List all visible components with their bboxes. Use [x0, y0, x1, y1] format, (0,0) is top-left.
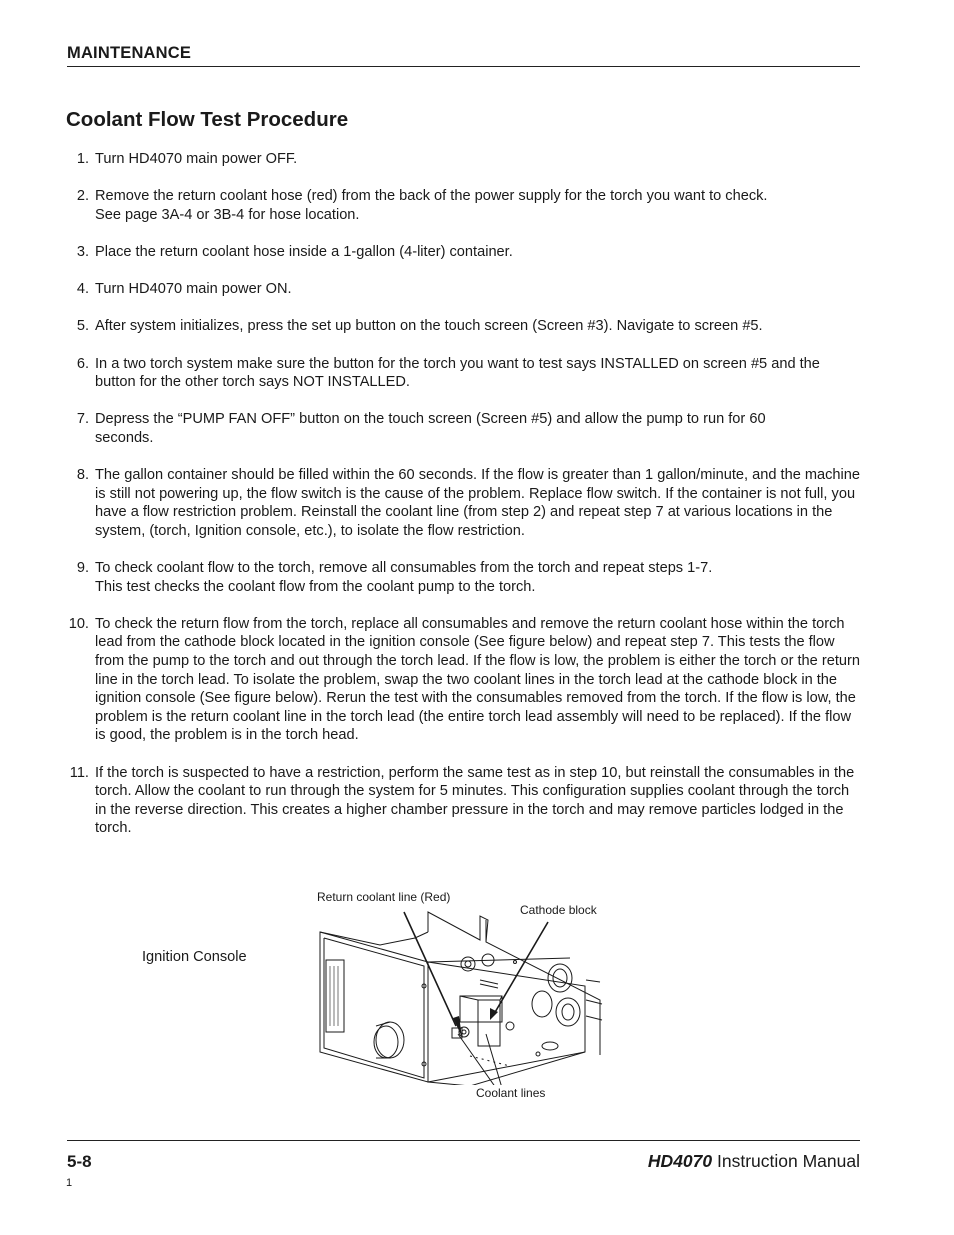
- cathode-block-label: Cathode block: [520, 903, 597, 917]
- manual-title: [648, 1151, 860, 1172]
- step-text: Remove the return coolant hose (red) from the back of the power supply for the torch you want to check. See page 3A-4 or 3B-4 for hose location.: [95, 188, 768, 223]
- step-text: If the torch is suspected to have a restriction, perform the same test as in step 10, but reinstall the consumables in the torch. Allow the coolant to run through the system for 5 minutes. This configuration supplies coolant through the torch in the reverse direction. This creates a higher chamber pressure in the torch and may remove particles lodged in the torch.: [95, 764, 855, 837]
- section-label: MAINTENANCE: [67, 44, 192, 62]
- step-text: Depress the “PUMP FAN OFF” button on the touch screen (Screen #5) and allow the pump to run for 60 seconds.: [95, 411, 766, 446]
- page-number: 5-8: [67, 1152, 92, 1171]
- page-header: [67, 44, 860, 67]
- step-item: [67, 150, 862, 169]
- step-item: [67, 317, 862, 336]
- step-number: 2.: [76, 188, 89, 205]
- step-item: [67, 355, 862, 392]
- ignition-console-drawing: [310, 900, 620, 1085]
- step-item: [67, 764, 862, 838]
- step-number: 8.: [76, 467, 89, 484]
- ignition-console-label: Ignition Console: [142, 949, 247, 965]
- step-item: [67, 280, 862, 299]
- step-number: 7.: [76, 411, 89, 428]
- step-number: 4.: [76, 281, 89, 298]
- step-number: 3.: [76, 243, 89, 260]
- step-text: After system initializes, press the set up button on the touch screen (Screen #3). Navigate to screen #5.: [95, 318, 763, 335]
- step-item: [67, 466, 862, 540]
- step-number: 6.: [76, 355, 89, 372]
- step-text: Place the return coolant hose inside a 1-gallon (4-liter) container.: [95, 243, 513, 260]
- step-text: Turn HD4070 main power ON.: [95, 281, 292, 298]
- page-footer: [67, 1140, 860, 1171]
- step-item: [67, 187, 862, 224]
- manual-name: Instruction Manual: [712, 1151, 860, 1171]
- page-title: Coolant Flow Test Procedure: [66, 108, 349, 131]
- step-item: [67, 410, 862, 447]
- model-name: HD4070: [647, 1151, 713, 1171]
- step-text: Turn HD4070 main power OFF.: [95, 151, 298, 167]
- step-text: To check the return flow from the torch, replace all consumables and remove the return coolant hose within the torch lead from the cathode block located in the ignition console (See figure below) and repeat step 7. This tests the flow from the pump to the torch and out through the torch lead. If the flow is low, the problem is either the torch or the return line in the torch lead. To isolate the problem, swap the two coolant lines in the torch lead at the cathode block in the ignition console (See figure below). Rerun the test with the consumables removed from the torch. If the flow is low, the problem is the return coolant line in the torch lead (the entire torch lead assembly will need to be replaced). If the flow is good, the problem is in the torch head.: [95, 615, 860, 744]
- step-item: [67, 243, 862, 262]
- step-text: The gallon container should be filled within the 60 seconds. If the flow is greater than 1 gallon/minute, and the machine is still not powering up, the flow switch is the cause of the problem. Replace flow switch. If the container is not full, you have a flow restriction problem. Reinstall the coolant line (from step 2) and repeat step 7 at various locations in the system, (torch, Ignition console, etc.), to isolate the flow restriction.: [95, 467, 861, 539]
- step-number: 5.: [76, 318, 89, 335]
- step-item: [67, 559, 862, 596]
- step-text: In a two torch system make sure the button for the torch you want to test says INSTALLED on screen #5 and the button for the other torch says NOT INSTALLED.: [95, 355, 820, 391]
- step-text: To check coolant flow to the torch, remove all consumables from the torch and repeat steps 1-7. This test checks the coolant flow from the coolant pump to the torch.: [95, 560, 713, 595]
- step-number: 10.: [68, 615, 89, 632]
- step-number: 1.: [76, 151, 89, 167]
- coolant-lines-label: Coolant lines: [476, 1086, 546, 1100]
- return-coolant-line-label: Return coolant line (Red): [317, 890, 451, 904]
- step-item: [67, 615, 862, 745]
- ignition-console-figure: [140, 885, 620, 1105]
- revision-number: 1: [66, 1177, 73, 1189]
- step-number: 9.: [76, 560, 89, 577]
- step-number: 11.: [69, 764, 89, 781]
- procedure-steps: [67, 150, 862, 838]
